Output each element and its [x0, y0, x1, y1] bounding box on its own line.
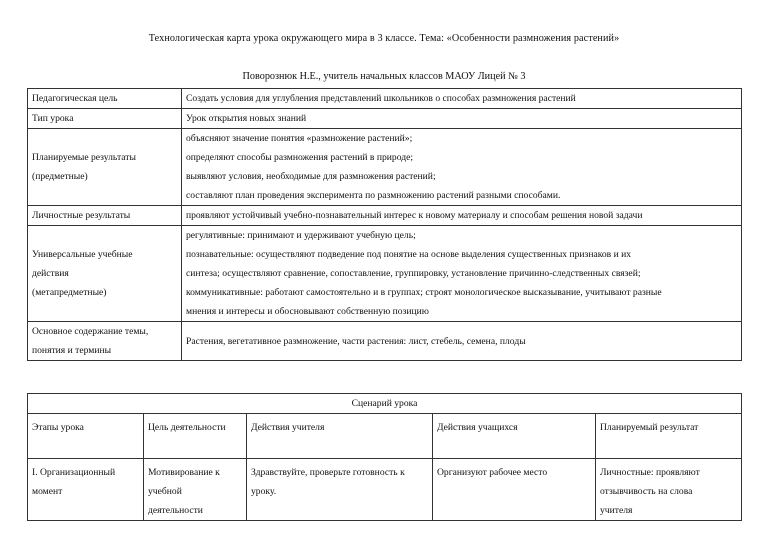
table-row [28, 206, 742, 226]
table-row [28, 459, 742, 521]
row-label [28, 322, 182, 361]
row-label-line: Тип урока [32, 113, 74, 124]
row-label [28, 109, 182, 129]
row-value-line: регулятивные: принимают и удерживают учебную цель; [186, 230, 416, 241]
row-value-line: мнения и интересы и обосновывают собственную позицию [186, 306, 429, 317]
scenario-title: Сценарий урока [28, 394, 742, 414]
cell-line: I. Организационный [32, 467, 116, 478]
table-cell [28, 459, 144, 521]
document-title: Технологическая карта урока окружающего мира в 3 классе. Тема: «Особенности размножения растений» [148, 33, 620, 44]
row-value-line: составляют план проведения эксперимента по размножению растений разными способами. [186, 190, 561, 201]
column-header: Планируемый результат [596, 414, 742, 459]
cell-line: Организуют рабочее место [437, 467, 548, 478]
row-label [28, 89, 182, 109]
row-value [182, 206, 742, 226]
row-value-line: Создать условия для углубления представлений школьников о способах размножения растений [186, 93, 576, 104]
row-value-line: Урок открытия новых знаний [186, 113, 307, 124]
table-row [28, 89, 742, 109]
table-row [28, 322, 742, 361]
column-header: Действия учащихся [433, 414, 596, 459]
row-value-line: проявляют устойчивый учебно-познавательный интерес к новому материалу и способам решения новой задачи [186, 210, 643, 221]
row-value-line: определяют способы размножения растений в природе; [186, 152, 414, 163]
row-label-line: Универсальные учебные [32, 249, 133, 260]
row-value-line: выявляют условия, необходимые для размножения растений; [186, 171, 436, 182]
cell-line: учителя [600, 505, 633, 516]
table-cell [144, 459, 247, 521]
table-row [28, 109, 742, 129]
row-label-line: понятия и термины [32, 345, 112, 356]
row-label-line: действия [32, 268, 69, 279]
row-value-line: коммуникативные: работают самостоятельно и в группах; строят монологическое высказывание, учитывают разные [186, 287, 662, 298]
row-label-line: Личностные результаты [32, 210, 131, 221]
row-label-line: Педагогическая цель [32, 93, 118, 104]
row-value [182, 322, 742, 361]
table-row [28, 129, 742, 206]
row-value [182, 129, 742, 206]
row-value-line: объясняют значение понятия «размножение растений»; [186, 133, 413, 144]
row-value [182, 89, 742, 109]
cell-line: момент [32, 486, 63, 497]
cell-line: Мотивирование к [148, 467, 220, 478]
column-header: Этапы урока [28, 414, 144, 459]
column-header: Действия учителя [247, 414, 433, 459]
cell-line: уроку. [251, 486, 277, 497]
row-value-line: познавательные: осуществляют подведение под понятие на основе выделения существенных признаков и их [186, 249, 632, 260]
row-label [28, 129, 182, 206]
cell-line: учебной [148, 486, 182, 497]
row-label-line: Планируемые результаты [32, 152, 136, 163]
cell-line: Здравствуйте, проверьте готовность к [251, 467, 405, 478]
cell-line: Личностные: проявляют [600, 467, 700, 478]
author-line: Поворознюк Н.Е., учитель начальных классов МАОУ Лицей № 3 [242, 71, 526, 82]
row-value-line: Растения, вегетативное размножение, части растения: лист, стебель, семена, плоды [186, 335, 526, 347]
row-value [182, 226, 742, 322]
lesson-info-table [27, 88, 742, 361]
column-header: Цель деятельности [144, 414, 247, 459]
row-label [28, 226, 182, 322]
lesson-scenario-table [27, 393, 742, 521]
table-row [28, 226, 742, 322]
table-cell [247, 459, 433, 521]
row-label [28, 206, 182, 226]
row-value [182, 109, 742, 129]
row-value-line: синтеза; осуществляют сравнение, сопоставление, группировку, установление причинно-следственных связей; [186, 268, 641, 279]
table-cell [596, 459, 742, 521]
row-label-line: (метапредметные) [32, 287, 107, 298]
table-cell [433, 459, 596, 521]
cell-line: отзывчивость на слова [600, 486, 693, 497]
row-label-line: (предметные) [32, 171, 88, 182]
cell-line: деятельности [148, 505, 203, 516]
row-label-line: Основное содержание темы, [32, 326, 149, 337]
